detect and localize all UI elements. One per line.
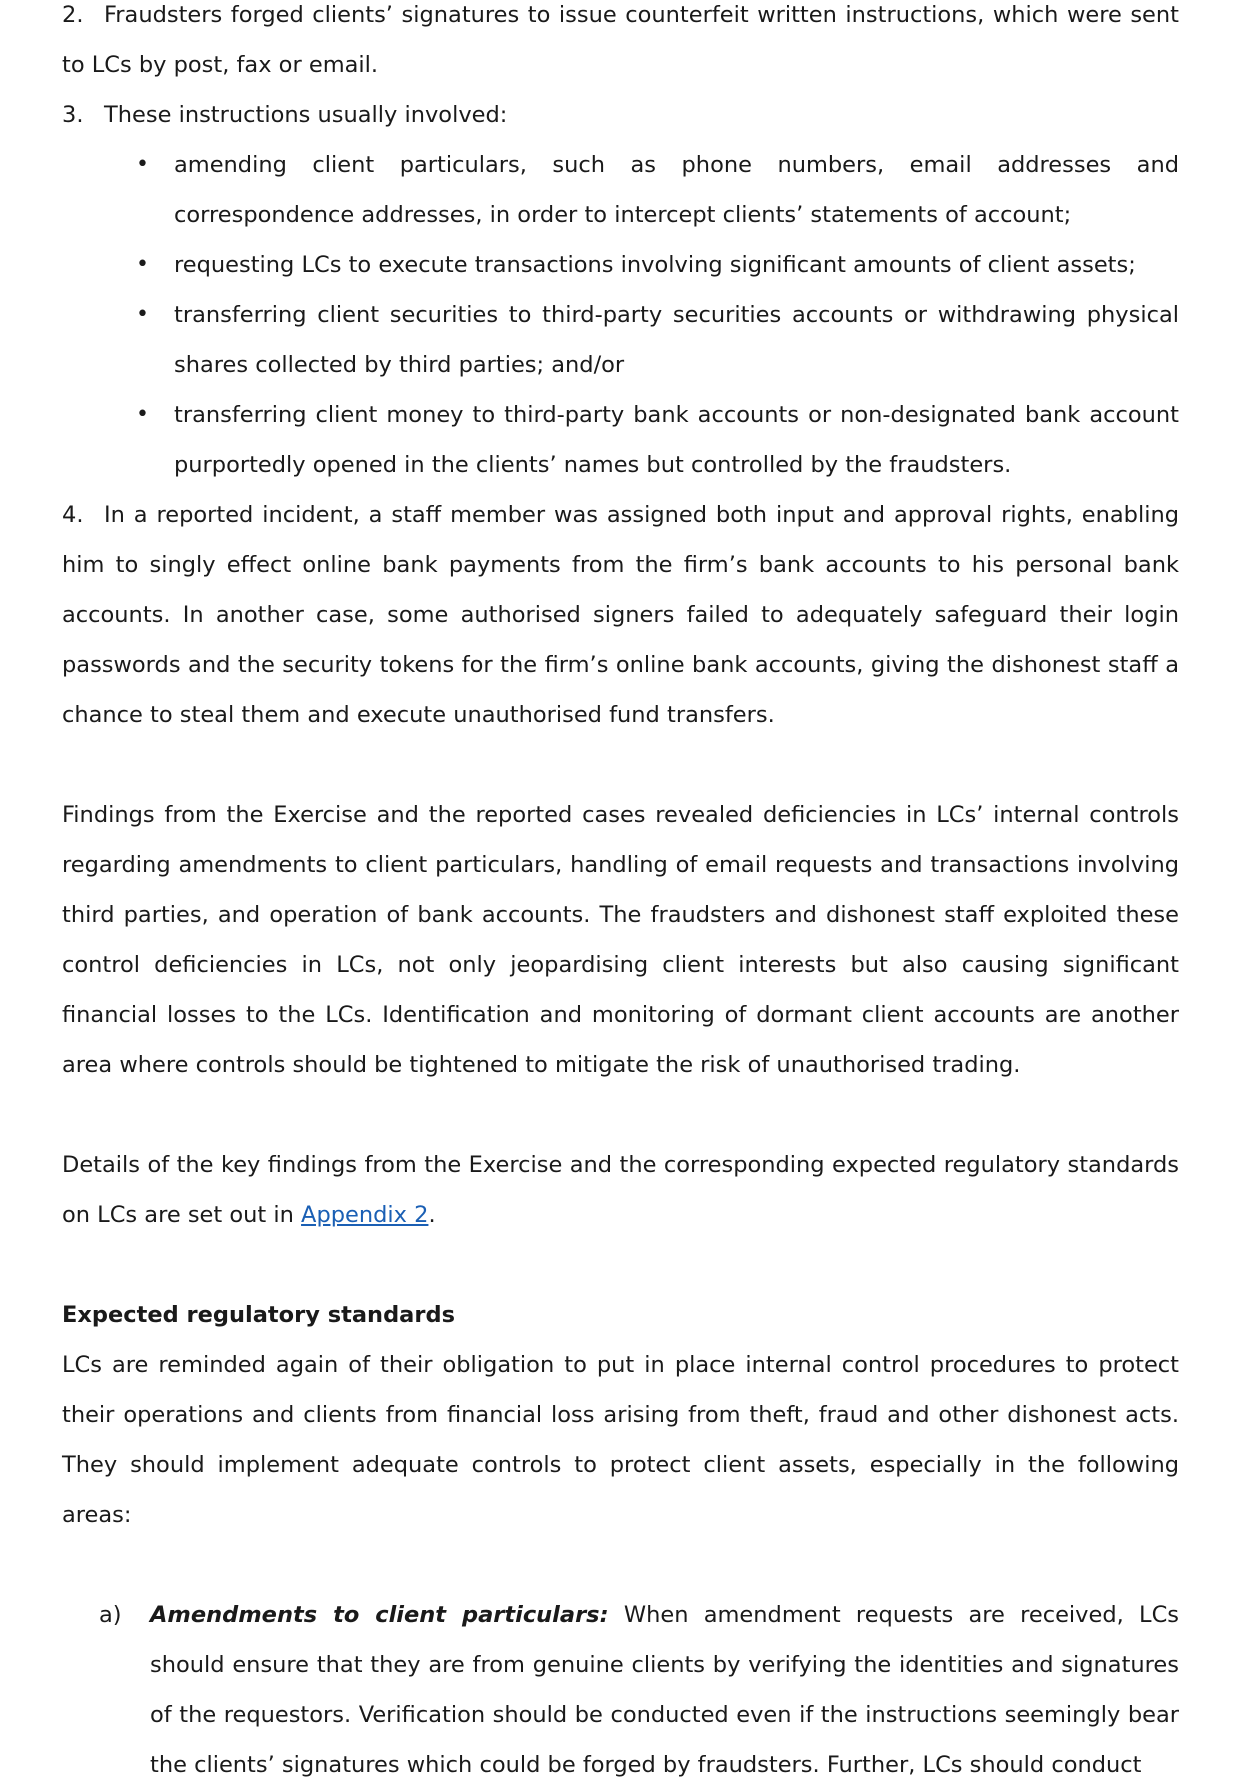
bullet-icon: • [136, 152, 149, 177]
list-item [136, 240, 1179, 290]
item-text: These instructions usually involved: [104, 102, 508, 128]
item-number: 4. [62, 502, 84, 528]
list-item [136, 290, 1179, 390]
list-item [136, 390, 1179, 490]
findings-paragraph: Findings from the Exercise and the reported cases revealed deficiencies in LCs’ internal controls regarding amendments to client particulars, handling of email requests and transactions involving third parties, and operation of bank accounts. The fraudsters and dishonest staff exploited these control deficiencies in LCs, not only jeopardising client interests but also causing significant financial losses to the LCs. Identification and monitoring of dormant client accounts are another area where controls should be tightened to mitigate the risk of unauthorised trading. [62, 802, 1179, 1078]
list-item [136, 140, 1179, 240]
item-marker: a) [99, 1602, 122, 1628]
details-text: Details of the key findings from the Exercise and the corresponding expected regulatory standards on LCs are set out in [62, 1152, 1179, 1228]
item-number: 3. [62, 102, 84, 128]
numbered-item-4 [62, 490, 1179, 740]
section-intro: LCs are reminded again of their obligation to put in place internal control procedures to protect their operations and clients from financial loss arising from theft, fraud and other dishonest acts. They should implement adequate controls to protect client assets, especially in the following areas: [62, 1352, 1179, 1528]
bullet-icon: • [136, 402, 149, 427]
bullet-text: transferring client securities to third-party securities accounts or withdrawing physical shares collected by third parties; and/or [174, 302, 1179, 378]
bullet-icon: • [136, 302, 149, 327]
details-end: . [428, 1202, 436, 1228]
lettered-item-text [150, 1590, 1179, 1790]
bullet-text: amending client particulars, such as phone numbers, email addresses and correspondence addresses, in order to intercept clients’ statements of account; [174, 152, 1179, 228]
details-paragraph [62, 1140, 1179, 1240]
paragraph-gap [62, 740, 1179, 790]
section-heading: Expected regulatory standards [62, 1302, 455, 1328]
bullet-list [62, 140, 1179, 490]
item-text: In a reported incident, a staff member was assigned both input and approval rights, enabling him to singly effect online bank payments from the firm’s bank accounts to his personal bank accounts. In another case, some authorised signers failed to adequately safeguard their login passwords and the security tokens for the firm’s online bank accounts, giving the dishonest staff a chance to steal them and execute unauthorised fund transfers. [62, 502, 1179, 728]
item-body: When amendment requests are received, LCs should ensure that they are from genuine clients by verifying the identities and signatures of the requestors. Verification should be conducted even if the instructions seemingly bear the clients’ signatures which could be forged by fraudsters. Further, LCs should conduct [150, 1602, 1180, 1778]
item-text: Fraudsters forged clients’ signatures to issue counterfeit written instructions, which were sent to LCs by post, fax or email. [62, 2, 1179, 78]
bullet-icon: • [136, 252, 149, 277]
document-page [62, 0, 1179, 1790]
bullet-text: requesting LCs to execute transactions involving significant amounts of client assets; [174, 252, 1136, 278]
paragraph-gap [62, 1090, 1179, 1140]
lettered-item-a [62, 1590, 1179, 1790]
numbered-item-2 [62, 0, 1179, 90]
appendix-2-link[interactable]: Appendix 2 [301, 1202, 429, 1228]
item-number: 2. [62, 2, 84, 28]
paragraph-gap [62, 1240, 1179, 1290]
paragraph-gap [62, 1540, 1179, 1590]
item-title: Amendments to client particulars: [150, 1602, 609, 1628]
bullet-text: transferring client money to third-party bank accounts or non-designated bank account purportedly opened in the clients’ names but controlled by the fraudsters. [174, 402, 1179, 478]
numbered-item-3 [62, 90, 1179, 140]
